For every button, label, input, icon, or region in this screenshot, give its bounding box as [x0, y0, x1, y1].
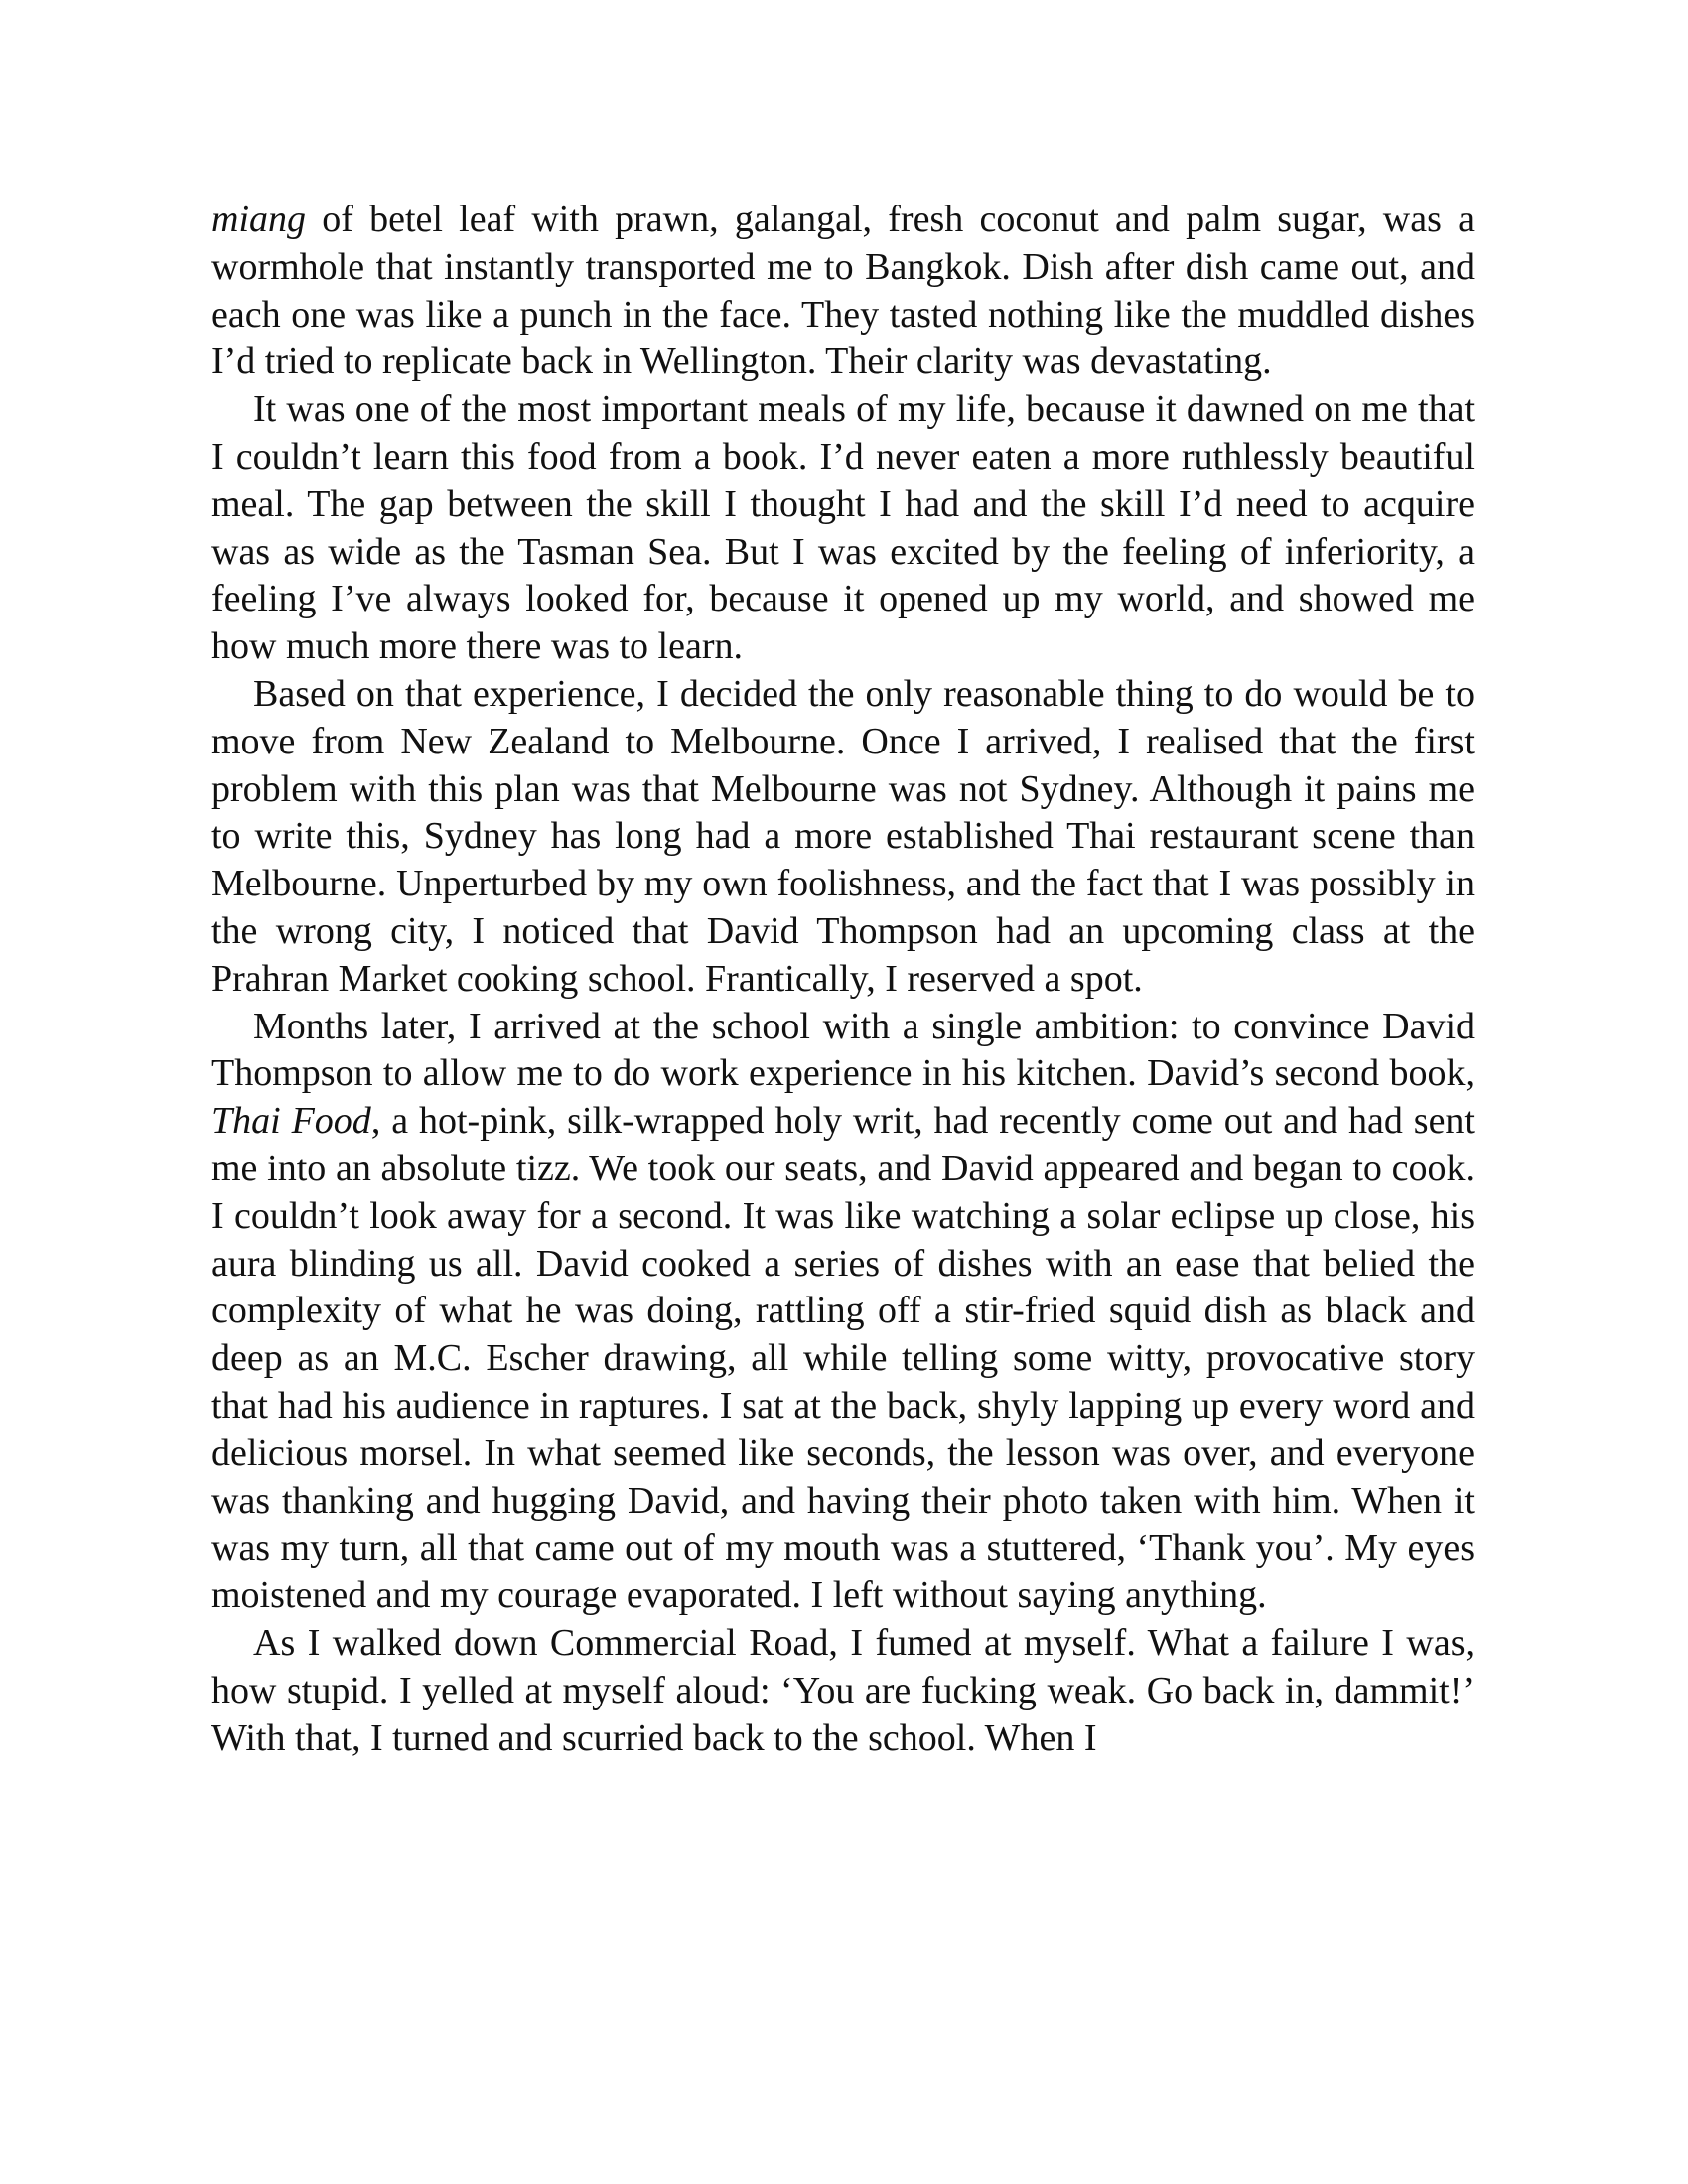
paragraph-3: Based on that experience, I decided the only reasonable thing to do would be to move from New Zealand to Melbourne. Once I arrived, I realised that the first problem with this plan was that Melbourne was not Sydney. Although it pains me to write this, Sydney has long had a more established Thai restaurant scene than Melbourne. Unperturbed by my own foolishness, and the fact that I was possibly in the wrong city, I noticed that David Thompson had an upcoming class at the Prahran Market cooking school. Frantically, I reserved a spot.	[211, 672, 1475, 1000]
paragraph-5: As I walked down Commercial Road, I fumed at myself. What a failure I was, how stupid. I yelled at myself aloud: ‘You are fucking weak. Go back in, dammit!’ With that, I turned and scurried back to the school. When I	[211, 1621, 1475, 1759]
paragraph-1	[211, 197, 1475, 386]
paragraph-2: It was one of the most important meals of my life, because it dawned on me that I couldn’t learn this food from a book. I’d never eaten a more ruthlessly beautiful meal. The gap between the skill I thought I had and the skill I’d need to acquire was as wide as the Tasman Sea. But I was excited by the feeling of inferiority, a feeling I’ve always looked for, because it opened up my world, and showed me how much more there was to learn.	[211, 388, 1475, 668]
italic-term-miang: miang	[211, 199, 306, 240]
paragraph-1-text: of betel leaf with prawn, galangal, fresh coconut and palm sugar, was a wormhole that instantly transported me to Bangkok. Dish after dish came out, and each one was like a punch in the face. They tasted nothing like the muddled dishes I’d tried to replicate back in Wellington. Their clarity was devastating.	[211, 199, 1475, 383]
page-body	[211, 197, 1475, 1762]
paragraph-4	[211, 1004, 1475, 1620]
book-title-thai-food: Thai Food	[211, 1100, 371, 1143]
paragraph-4-text-before: Months later, I arrived at the school with a single ambition: to convince David Thompson to allow me to do work experience in his kitchen. David’s second book,	[211, 1005, 1475, 1095]
paragraph-4-text-after: , a hot-pink, silk-wrapped holy writ, had recently come out and had sent me into an absolute tizz. We took our seats, and David appeared and began to cook. I couldn’t look away for a second. It was like watching a solar eclipse up close, his aura blinding us all. David cooked a series of dishes with an ease that belied the complexity of what he was doing, rattling off a stir-fried squid dish as black and deep as an M.C. Escher drawing, all while telling some witty, provocative story that had his audience in raptures. I sat at the back, shyly lapping up every word and delicious morsel. In what seemed like seconds, the lesson was over, and everyone was thanking and hugging David, and having their photo taken with him. When it was my turn, all that came out of my mouth was a stuttered, ‘Thank you’. My eyes moistened and my courage evaporated. I left without saying anything.	[211, 1100, 1475, 1617]
